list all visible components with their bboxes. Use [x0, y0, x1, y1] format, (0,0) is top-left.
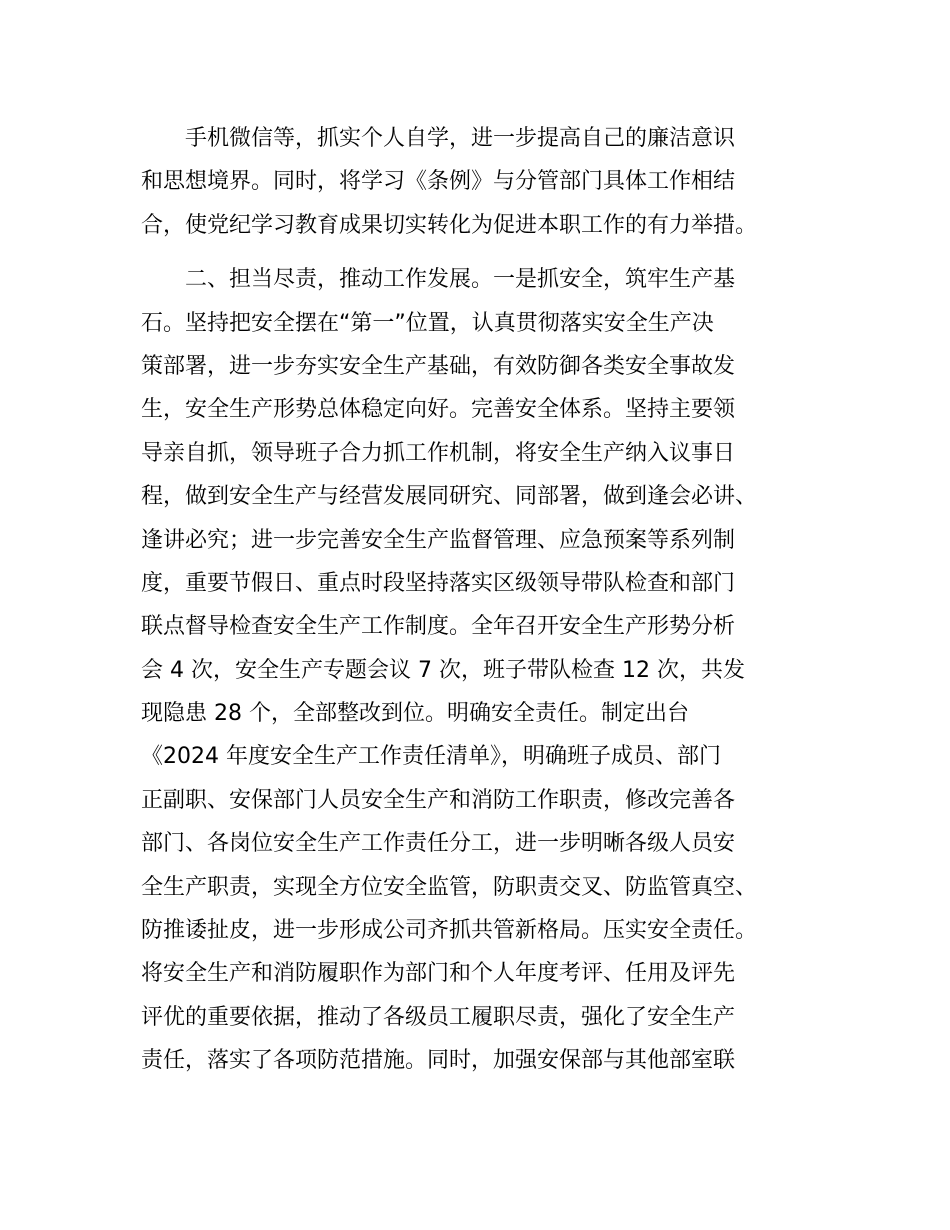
text-line: 部门、各岗位安全生产工作责任分工，进一步明晰各级人员安 [141, 831, 736, 857]
text-line: 逢讲必究；进一步完善安全生产监督管理、应急预案等系列制 [141, 527, 736, 553]
document-body [141, 117, 831, 1083]
text-line: 石。坚持把安全摆在“第一”位置，认真贯彻落实安全生产决 [141, 310, 714, 336]
text-line: 正副职、安保部门人员安全生产和消防工作职责，修改完善各 [141, 787, 736, 813]
text-line: 防推诿扯皮，进一步形成公司齐抓共管新格局。压实安全责任。 [141, 918, 758, 944]
text-line: 联点督导检查安全生产工作制度。全年召开安全生产形势分析 [141, 614, 736, 640]
text-line: 程，做到安全生产与经营发展同研究、同部署，做到逢会必讲、 [141, 484, 758, 510]
text-line: 和思想境界。同时，将学习《条例》与分管部门具体工作相结 [141, 169, 736, 195]
text-line: 现隐患 28 个，全部整改到位。明确安全责任。制定出台 [141, 701, 689, 727]
text-line: 度，重要节假日、重点时段坚持落实区级领导带队检查和部门 [141, 570, 736, 596]
text-line: 责任，落实了各项防范措施。同时，加强安保部与其他部室联 [141, 1048, 736, 1074]
text-line: 二、担当尽责，推动工作发展。一是抓安全，筑牢生产基 [185, 267, 736, 293]
text-line: 策部署，进一步夯实安全生产基础，有效防御各类安全事故发 [141, 353, 736, 379]
text-line: 《2024 年度安全生产工作责任清单》，明确班子成员、部门 [141, 744, 721, 770]
text-line: 全生产职责，实现全方位安全监管，防职责交叉、防监管真空、 [141, 874, 758, 900]
text-line: 手机微信等，抓实个人自学，进一步提高自己的廉洁意识 [185, 126, 736, 151]
text-line: 导亲自抓，领导班子合力抓工作机制，将安全生产纳入议事日 [141, 440, 736, 466]
text-line: 将安全生产和消防履职作为部门和个人年度考评、任用及评先 [141, 961, 736, 987]
paragraph-2 [141, 258, 831, 1082]
text-line: 评优的重要依据，推动了各级员工履职尽责，强化了安全生产 [141, 1004, 736, 1030]
text-line: 生，安全生产形势总体稳定向好。完善安全体系。坚持主要领 [141, 397, 736, 423]
text-line: 会 4 次，安全生产专题会议 7 次，班子带队检查 12 次，共发 [141, 657, 745, 683]
paragraph-1 [141, 117, 831, 247]
paragraph-spacer [141, 247, 831, 258]
text-line: 合，使党纪学习教育成果切实转化为促进本职工作的有力举措。 [141, 212, 758, 238]
